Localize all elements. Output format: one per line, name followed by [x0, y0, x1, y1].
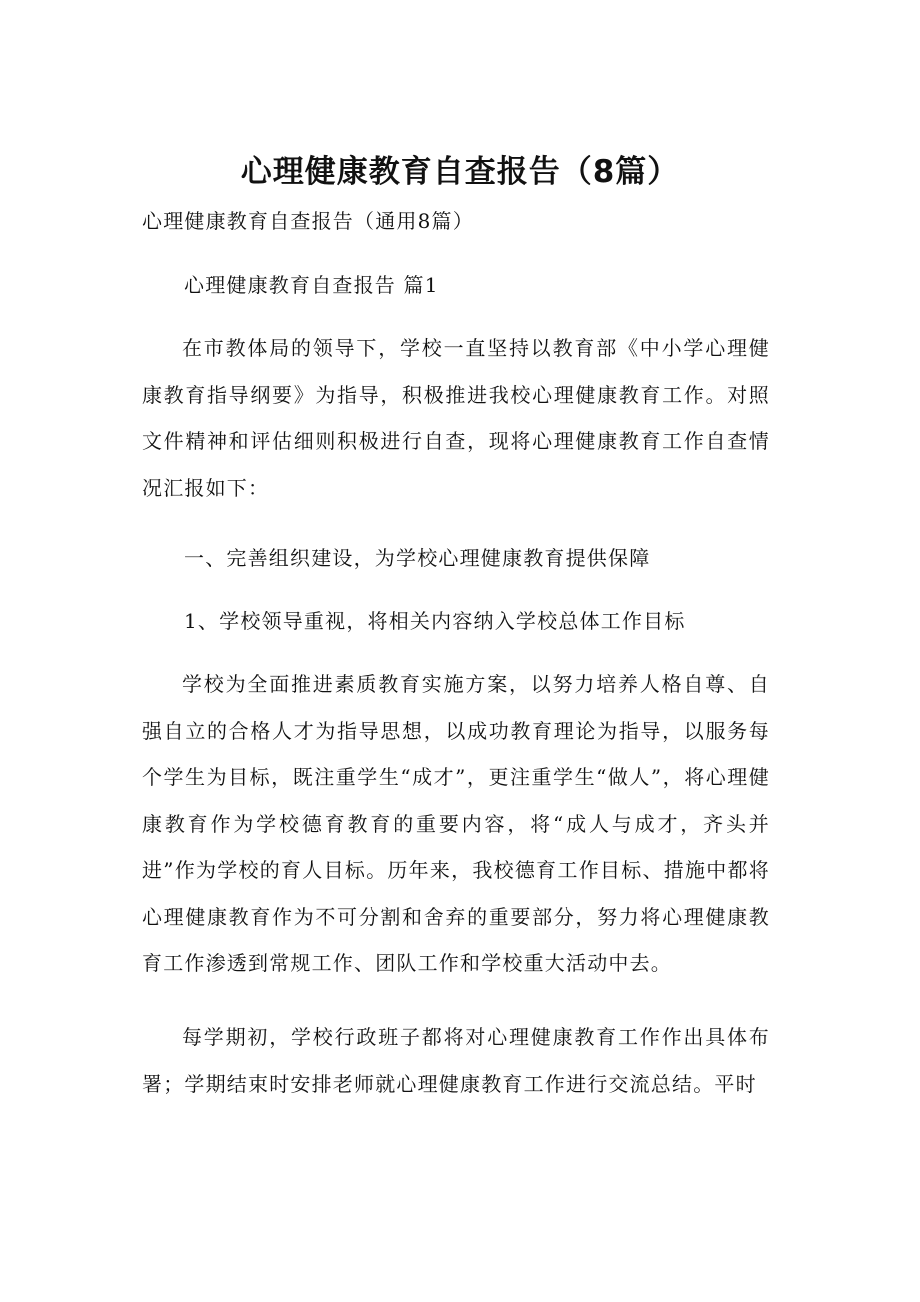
section-heading: 心理健康教育自查报告 篇1 — [184, 273, 439, 297]
paragraph-intro: 在市教体局的领导下，学校一直坚持以教育部《中小学心理健康教育指导纲要》为指导，积极推进我校心理健康教育工作。对照文件精神和评估细则积极进行自查，现将心理健康教育工作自查情况汇报如下： — [142, 336, 770, 500]
heading-level-1: 一、完善组织建设，为学校心理健康教育提供保障 — [184, 546, 651, 570]
document-subtitle: 心理健康教育自查报告（通用8篇） — [142, 209, 474, 233]
heading-level-2: 1、学校领导重视，将相关内容纳入学校总体工作目标 — [184, 609, 686, 633]
document-title: 心理健康教育自查报告（8篇） — [240, 154, 680, 190]
paragraph-body-continued: 每学期初，学校行政班子都将对心理健康教育工作作出具体布署；学期结束时安排老师就心理健康教育工作进行交流总结。平时 — [142, 1025, 770, 1096]
paragraph-body: 学校为全面推进素质教育实施方案，以努力培养人格自尊、自强自立的合格人才为指导思想，以成功教育理论为指导，以服务每个学生为目标，既注重学生“成才”，更注重学生“做人”，将心理健康教育作为学校德育教育的重要内容，将“成人与成才，齐头并进”作为学校的育人目标。历年来，我校德育工作目标、措施中都将心理健康教育作为不可分割和舍弃的重要部分，努力将心理健康教育工作渗透到常规工作、团队工作和学校重大活动中去。 — [142, 672, 770, 975]
